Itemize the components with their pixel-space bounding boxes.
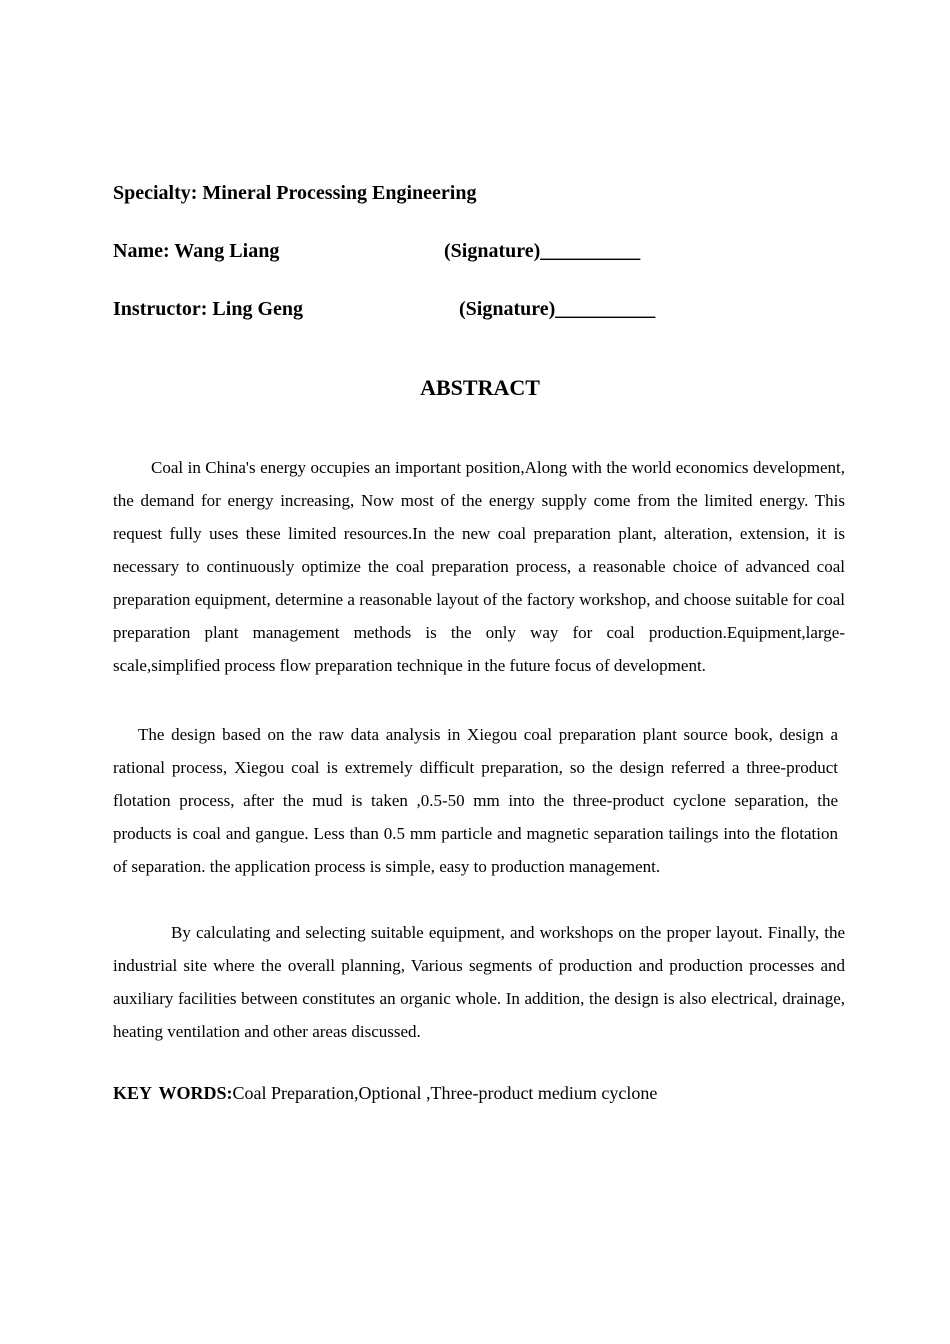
abstract-paragraph-3: By calculating and selecting suitable equipment, and workshops on the proper layout. Finally, the industrial site where the overall planning, Various segments of production and production processes and auxiliary facilities between constitutes an organic whole. In addition, the design is also electrical, drainage, heating ventilation and other areas discussed. xyxy=(113,923,845,1041)
abstract-title: ABSTRACT xyxy=(420,375,540,400)
abstract-paragraph-2: The design based on the raw data analysis in Xiegou coal preparation plant source book, design a rational process, Xiegou coal is extremely difficult preparation, so the design referred a three-product flotation process, after the mud is taken ,0.5-50 mm into the three-product cyclone separation, the products is coal and gangue. Less than 0.5 mm particle and magnetic separation tailings into the flotation of separation. the application process is simple, easy to production management. xyxy=(113,725,838,876)
specialty-line: Specialty: Mineral Processing Engineering xyxy=(113,182,477,204)
instructor-name: Instructor: Ling Geng xyxy=(113,298,303,320)
student-signature-line: (Signature)__________ xyxy=(444,240,641,262)
student-name: Name: Wang Liang xyxy=(113,240,280,262)
abstract-paragraph-1: Coal in China's energy occupies an important position,Along with the world economics development, the demand for energy increasing, Now most of the energy supply come from the limited energy. This request fully uses these limited resources.In the new coal preparation plant, alteration, extension, it is necessary to continuously optimize the coal preparation process, a reasonable choice of advanced coal preparation equipment, determine a reasonable layout of the factory workshop, and choose suitable for coal preparation plant management methods is the only way for coal production.Equipment,large-scale,simplified process flow preparation technique in the future focus of development. xyxy=(113,458,845,675)
keywords-value: Coal Preparation,Optional ,Three-product medium cyclone xyxy=(232,1083,658,1103)
keywords-line xyxy=(113,1083,657,1104)
instructor-signature-line: (Signature)__________ xyxy=(459,298,656,320)
keywords-label: KEY WORDS: xyxy=(113,1083,233,1103)
